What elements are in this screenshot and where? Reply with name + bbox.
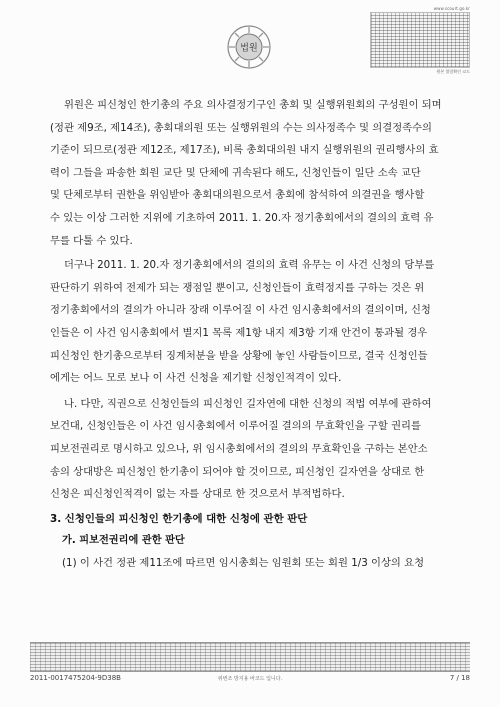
text-line: (정관 제9조, 제14조), 총회대의원 또는 실행위원의 수는 의사정족수 및 의결정족수의 [50, 121, 432, 134]
text-line: 정기총회에서의 결의가 아니라 장래 이루어질 이 사건 임시총회에서의 결의이며, 신청 [50, 304, 431, 317]
text-line: 에게는 어느 모로 보나 이 사건 신청을 제기할 신청인적격이 있다. [50, 372, 342, 385]
text-line: 기준이 되므로(정관 제12조, 제17조), 비록 총회대의원 내지 실행위원의 권리행사의 효 [50, 144, 439, 157]
text-line: 력이 그들을 파송한 회원 교단 및 단체에 귀속된다 해도, 신청인들이 일단 소속 교단 [50, 166, 421, 179]
text-line: (1) 이 사건 정관 제11조에 따르면 임시총회는 임원회 또는 회원 1/3 이상의 요청 [62, 556, 425, 569]
text-line: 보건대, 신청인들은 이 사건 임시총회에서 이루어질 결의의 무효확인을 구할 권리를 [50, 420, 421, 433]
text-line: 피보전권리로 명시하고 있으나, 위 임시총회에서의 결의의 무효확인을 구하는 본안소 [50, 442, 428, 455]
subsection-heading: 가. 피보전권리에 관한 판단 [62, 534, 185, 546]
text-line: 피신청인 한기총으로부터 징계처분을 받을 상황에 놓인 사람들이므로, 결국 신청인들 [50, 349, 428, 362]
court-seal-icon [226, 24, 272, 70]
barcode-notice: 위변조 방지용 바코드 입니다. [217, 676, 283, 682]
paragraph-1 [50, 94, 470, 252]
anti-forgery-barcode-icon [30, 642, 470, 672]
text-line: 수 있는 이상 그러한 지위에 기초하여 2011. 1. 20.자 정기총회에서의 결의의 효력 유 [50, 211, 434, 224]
text-line: 위원은 피신청인 한기총의 주요 의사결정기구인 총회 및 실행위원회의 구성원이 되며 [64, 99, 442, 111]
text-line: 나. 다만, 직권으로 신청인들의 피신청인 길자연에 대한 신청의 적법 여부에 관하여 [64, 397, 432, 410]
qr-caption: 원본 열람확인 코드 [436, 69, 470, 74]
text-line: 및 단체로부터 권한을 위임받아 총회대의원으로서 총회에 참석하여 의결권을 행사할 [50, 189, 425, 202]
text-line: 송의 상대방은 피신청인 한기총이 되어야 할 것이므로, 피신청인 길자연을 상대로 한 [50, 465, 425, 478]
page-footer [30, 674, 470, 686]
verification-qr-code [370, 6, 470, 72]
qr-url: www.scourt.go.kr [433, 6, 470, 11]
text-line: 인들은 이 사건 임시총회에서 별지1 목록 제1항 내지 제3항 기재 안건이 통과될 경우 [50, 326, 428, 339]
text-line: 무를 다툴 수 있다. [50, 234, 133, 247]
seal-text: 법원 [240, 43, 258, 54]
document-id: 2011-0017475204-9D38B [30, 674, 121, 682]
paragraph-2 [50, 254, 470, 390]
paragraph-3 [50, 393, 470, 506]
section-heading: 3. 신청인들의 피신청인 한기총에 대한 신청에 관한 판단 [50, 512, 308, 525]
page-number: 7 / 18 [449, 674, 470, 682]
text-line: 신청은 피신청인적격이 없는 자를 상대로 한 것으로서 부적법하다. [50, 488, 345, 501]
qr-code-icon [370, 12, 470, 68]
text-line: 판단하기 위하여 전제가 되는 쟁점일 뿐이고, 신청인들이 효력정지를 구하는 것은 위 [50, 281, 425, 294]
text-line: 더구나 2011. 1. 20.자 정기총회에서의 결의의 효력 유무는 이 사건 신청의 당부를 [64, 259, 435, 272]
paragraph-4 [50, 552, 470, 575]
document-body [50, 94, 470, 574]
